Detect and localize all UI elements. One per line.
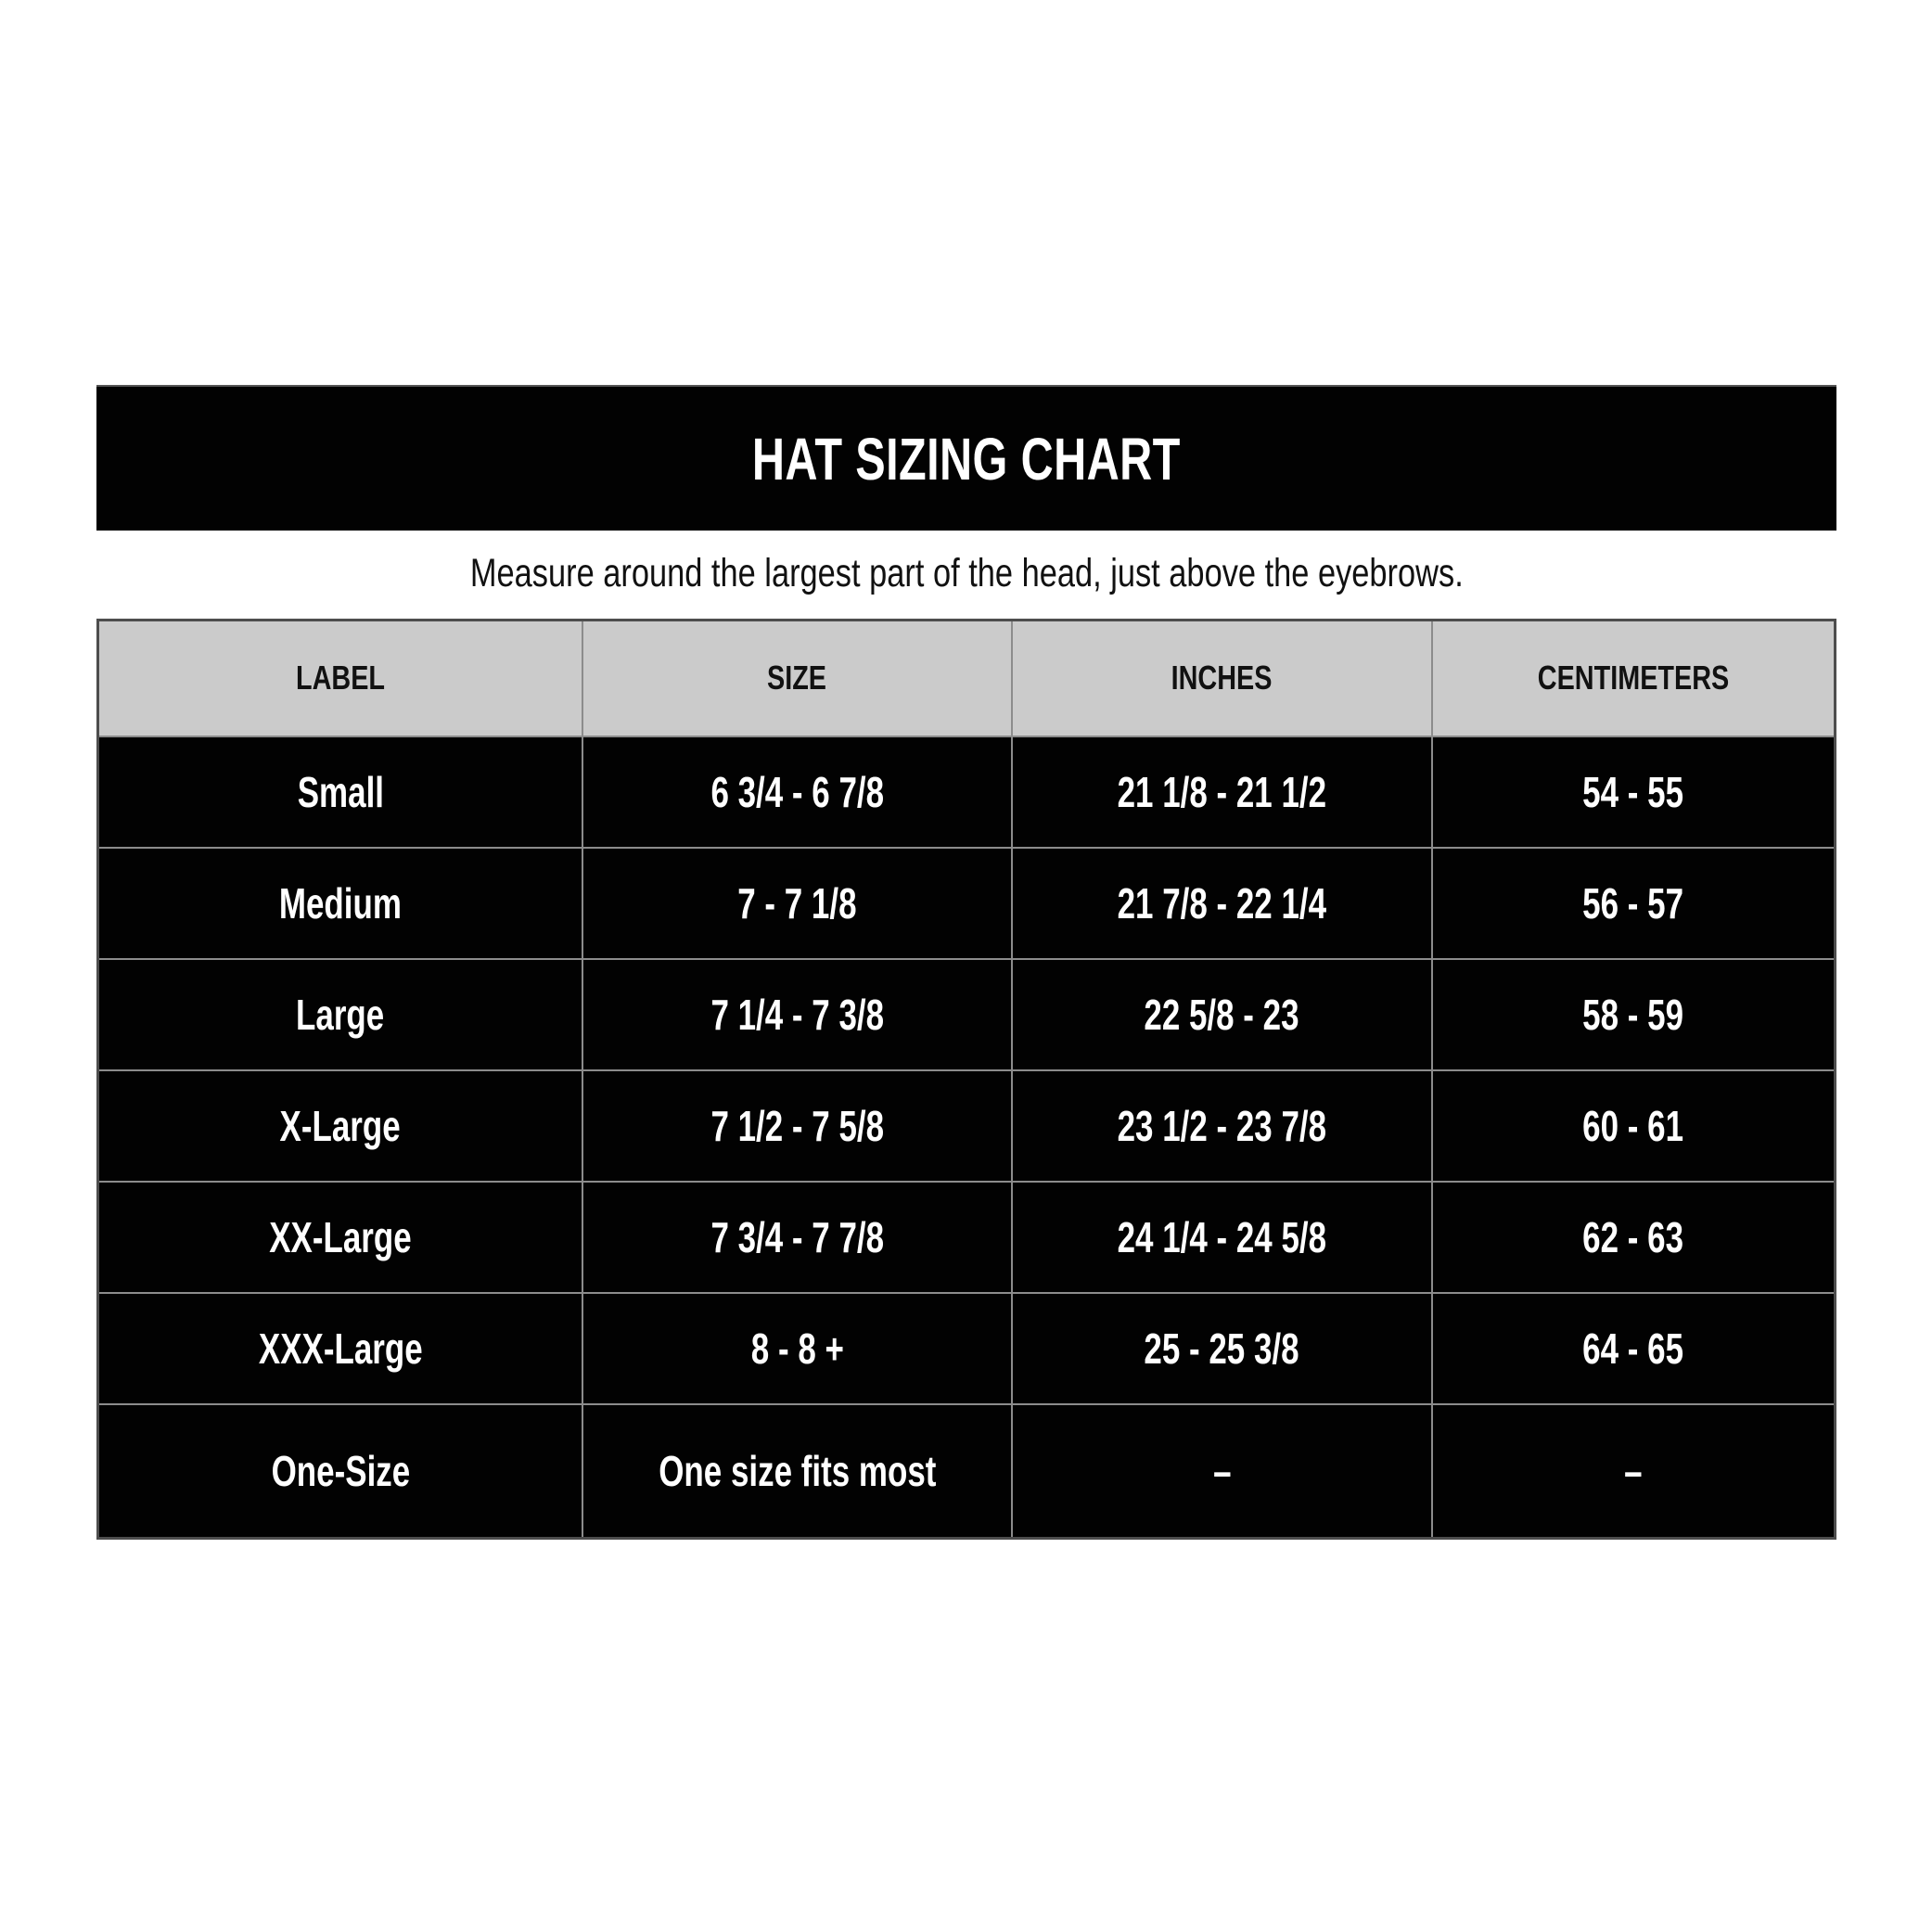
- cell-text: X-Large: [279, 1101, 402, 1150]
- cell-text: Large: [296, 990, 385, 1039]
- cell-text: 54 - 55: [1582, 767, 1684, 816]
- cell-size: [582, 1293, 1012, 1404]
- cell-text: 25 - 25 3/8: [1144, 1324, 1299, 1373]
- cell-text: 21 7/8 - 22 1/4: [1117, 878, 1327, 928]
- subtitle-row: [96, 529, 1836, 619]
- cell-size: [582, 1070, 1012, 1182]
- cell-text: –: [1212, 1446, 1232, 1495]
- cell-size: [582, 1182, 1012, 1293]
- cell-inches: [1012, 848, 1432, 959]
- page-title: HAT SIZING CHART: [752, 425, 1181, 493]
- cell-inches: [1012, 1182, 1432, 1293]
- cell-text: Small: [297, 767, 384, 816]
- header-row: [98, 621, 1836, 736]
- cell-text: 24 1/4 - 24 5/8: [1117, 1212, 1327, 1261]
- cell-text: 21 1/8 - 21 1/2: [1117, 767, 1327, 816]
- header-text: LABEL: [296, 659, 386, 697]
- header-text: CENTIMETERS: [1537, 659, 1730, 697]
- cell-label: [98, 736, 583, 848]
- column-header-size: [582, 621, 1012, 736]
- column-header-label: [98, 621, 583, 736]
- measure-instruction-text: Measure around the largest part of the head, just above the eyebrows.: [469, 551, 1464, 595]
- cell-text: Medium: [278, 878, 403, 928]
- table-row-xxx-large: [98, 1293, 1836, 1404]
- cell-inches: [1012, 959, 1432, 1070]
- cell-label: [98, 1404, 583, 1539]
- cell-label: [98, 959, 583, 1070]
- cell-text: 22 5/8 - 23: [1144, 990, 1299, 1039]
- cell-text: 7 1/4 - 7 3/8: [710, 990, 884, 1039]
- table-row-medium: [98, 848, 1836, 959]
- cell-label: [98, 1182, 583, 1293]
- cell-label: [98, 1070, 583, 1182]
- cell-inches: [1012, 1404, 1432, 1539]
- title-banner: [96, 385, 1836, 531]
- cell-centimeters: [1432, 1293, 1836, 1404]
- cell-size: [582, 1404, 1012, 1539]
- header-text: SIZE: [767, 659, 827, 697]
- cell-centimeters: [1432, 959, 1836, 1070]
- column-header-centimeters: [1432, 621, 1836, 736]
- cell-text: One-Size: [271, 1446, 410, 1495]
- cell-centimeters: [1432, 848, 1836, 959]
- cell-inches: [1012, 1293, 1432, 1404]
- hat-sizing-table: [96, 619, 1836, 1540]
- cell-text: –: [1624, 1446, 1643, 1495]
- cell-text: 7 - 7 1/8: [737, 878, 857, 928]
- cell-inches: [1012, 736, 1432, 848]
- cell-text: XX-Large: [269, 1212, 412, 1261]
- cell-inches: [1012, 1070, 1432, 1182]
- table-row-one-size: [98, 1404, 1836, 1539]
- cell-size: [582, 736, 1012, 848]
- cell-text: 62 - 63: [1582, 1212, 1684, 1261]
- cell-text: One size fits most: [658, 1446, 936, 1495]
- cell-text: 23 1/2 - 23 7/8: [1117, 1101, 1327, 1150]
- table-row-xx-large: [98, 1182, 1836, 1293]
- cell-centimeters: [1432, 1182, 1836, 1293]
- cell-text: 56 - 57: [1582, 878, 1684, 928]
- cell-size: [582, 959, 1012, 1070]
- cell-centimeters: [1432, 1404, 1836, 1539]
- cell-text: 8 - 8 +: [750, 1324, 844, 1373]
- column-header-inches: [1012, 621, 1432, 736]
- cell-size: [582, 848, 1012, 959]
- cell-text: 7 1/2 - 7 5/8: [710, 1101, 884, 1150]
- cell-text: XXX-Large: [258, 1324, 423, 1373]
- cell-label: [98, 848, 583, 959]
- cell-text: 58 - 59: [1582, 990, 1684, 1039]
- table-row-x-large: [98, 1070, 1836, 1182]
- cell-text: 64 - 65: [1582, 1324, 1684, 1373]
- header-text: INCHES: [1171, 659, 1273, 697]
- table-row-small: [98, 736, 1836, 848]
- cell-centimeters: [1432, 736, 1836, 848]
- cell-label: [98, 1293, 583, 1404]
- cell-text: 60 - 61: [1582, 1101, 1684, 1150]
- cell-text: 6 3/4 - 6 7/8: [710, 767, 884, 816]
- cell-text: 7 3/4 - 7 7/8: [710, 1212, 884, 1261]
- table-row-large: [98, 959, 1836, 1070]
- cell-centimeters: [1432, 1070, 1836, 1182]
